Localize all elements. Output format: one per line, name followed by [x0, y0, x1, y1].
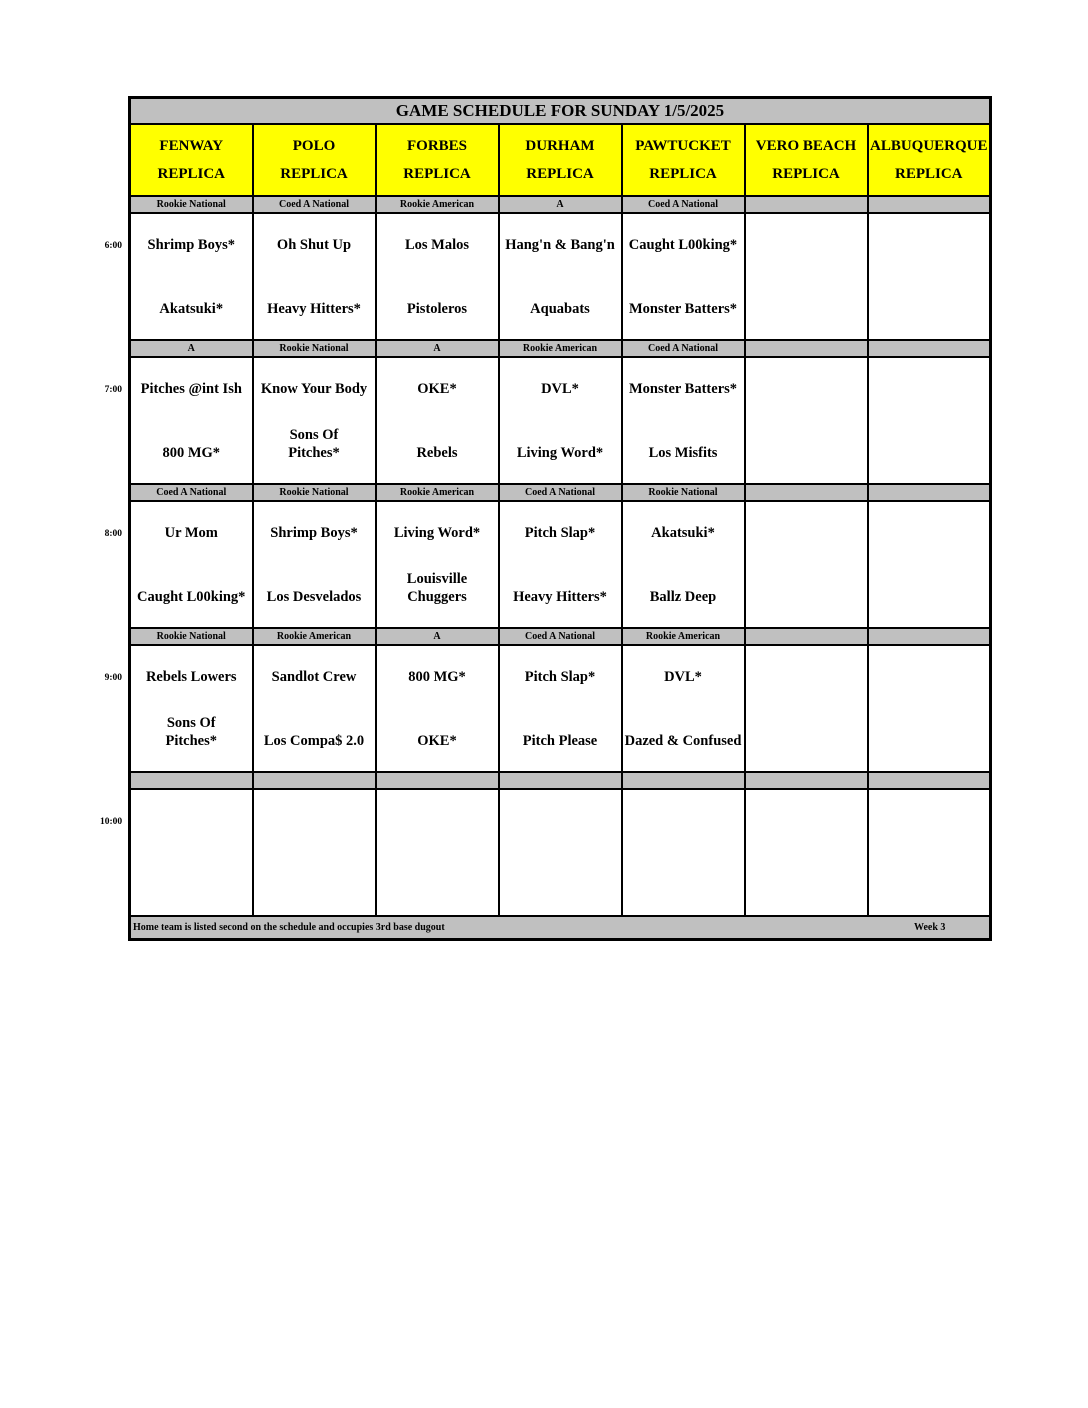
- field-sub: REPLICA: [403, 166, 471, 182]
- home-team: 800 MG*: [162, 445, 221, 461]
- division-cell: [253, 772, 376, 789]
- game-cell: [745, 213, 868, 340]
- field-header: [622, 124, 745, 196]
- game-cell: [499, 501, 622, 628]
- game-cell: [622, 501, 745, 628]
- schedule-table: [128, 96, 992, 941]
- game-row: [130, 789, 991, 916]
- away-team: DVL*: [664, 669, 702, 685]
- home-team: Monster Batters*: [628, 301, 738, 317]
- division-cell: [622, 772, 745, 789]
- division-cell: Rookie American: [376, 484, 499, 501]
- division-cell: [130, 772, 253, 789]
- division-cell: [745, 340, 868, 357]
- division-cell: Rookie National: [622, 484, 745, 501]
- field-sub: REPLICA: [280, 166, 348, 182]
- footer-note: Home team is listed second on the schedule and occupies 3rd base dugout: [133, 922, 445, 933]
- game-cell: [253, 645, 376, 772]
- division-cell: [868, 196, 991, 213]
- away-team: Sandlot Crew: [271, 669, 357, 685]
- field-name: VERO BEACH: [755, 138, 857, 154]
- division-cell: [745, 484, 868, 501]
- away-team: Monster Batters*: [628, 381, 738, 397]
- game-cell: [868, 213, 991, 340]
- game-cell: [868, 501, 991, 628]
- division-cell: [745, 196, 868, 213]
- division-cell: Rookie American: [253, 628, 376, 645]
- division-cell: Coed A National: [130, 484, 253, 501]
- game-cell: [130, 645, 253, 772]
- field-sub: REPLICA: [772, 166, 840, 182]
- game-cell: [499, 789, 622, 916]
- field-name: PAWTUCKET: [635, 138, 731, 154]
- game-cell: [376, 501, 499, 628]
- home-team: Louisville Chuggers: [406, 571, 468, 605]
- time-label: 8:00: [104, 529, 122, 539]
- footer-cell: [130, 916, 991, 940]
- away-team: Oh Shut Up: [276, 237, 352, 253]
- home-team: Rebels: [416, 445, 458, 461]
- division-cell: [868, 628, 991, 645]
- week-label: Week 3: [914, 922, 946, 933]
- field-name: FORBES: [406, 138, 467, 154]
- division-row: [130, 484, 991, 501]
- division-row: [130, 196, 991, 213]
- game-cell: [868, 789, 991, 916]
- division-cell: [499, 772, 622, 789]
- away-team: Shrimp Boys*: [270, 525, 358, 541]
- field-sub: REPLICA: [649, 166, 717, 182]
- home-team: Pitch Please: [522, 733, 598, 749]
- game-cell: [253, 789, 376, 916]
- away-team: Rebels Lowers: [145, 669, 237, 685]
- game-cell: [622, 213, 745, 340]
- field-header: [868, 124, 991, 196]
- division-cell: Coed A National: [622, 196, 745, 213]
- division-cell: A: [376, 340, 499, 357]
- home-team: Heavy Hitters*: [513, 589, 607, 605]
- home-team: Akatsuki*: [159, 301, 224, 317]
- home-team: Aquabats: [530, 301, 590, 317]
- game-row: [130, 213, 991, 340]
- division-cell: Rookie American: [499, 340, 622, 357]
- division-cell: [868, 484, 991, 501]
- field-header: [376, 124, 499, 196]
- away-team: 800 MG*: [408, 669, 466, 685]
- away-team: Hang'n & Bang'n: [505, 237, 615, 253]
- game-cell: [253, 357, 376, 484]
- division-cell: [868, 340, 991, 357]
- field-name: ALBUQUERQUE: [869, 138, 988, 154]
- away-team: Pitches @int Ish: [140, 381, 242, 397]
- game-cell: [130, 213, 253, 340]
- game-row: [130, 357, 991, 484]
- home-team: OKE*: [417, 733, 457, 749]
- field-header: [253, 124, 376, 196]
- game-cell: [130, 501, 253, 628]
- field-name: FENWAY: [159, 138, 224, 154]
- division-cell: A: [376, 628, 499, 645]
- away-team: DVL*: [541, 381, 579, 397]
- away-team: Caught L00king*: [628, 237, 738, 253]
- division-row: [130, 772, 991, 789]
- game-cell: [376, 357, 499, 484]
- game-cell: [499, 357, 622, 484]
- game-cell: [499, 645, 622, 772]
- game-cell: [745, 357, 868, 484]
- field-header-row: [130, 124, 991, 196]
- field-name: DURHAM: [525, 138, 595, 154]
- game-cell: [130, 357, 253, 484]
- division-row: [130, 628, 991, 645]
- game-cell: [745, 501, 868, 628]
- division-cell: Coed A National: [622, 340, 745, 357]
- time-label: 7:00: [104, 385, 122, 395]
- division-cell: Coed A National: [253, 196, 376, 213]
- division-cell: [745, 628, 868, 645]
- field-sub: REPLICA: [526, 166, 594, 182]
- home-team: Dazed & Confused: [624, 733, 742, 749]
- game-cell: [868, 357, 991, 484]
- division-cell: Rookie National: [253, 484, 376, 501]
- game-cell: [376, 789, 499, 916]
- game-row: [130, 501, 991, 628]
- division-cell: Rookie National: [130, 628, 253, 645]
- home-team: Caught L00king*: [137, 589, 246, 605]
- away-team: Ur Mom: [164, 525, 218, 541]
- division-cell: [868, 772, 991, 789]
- division-cell: [376, 772, 499, 789]
- away-team: Los Malos: [404, 237, 470, 253]
- game-cell: [745, 789, 868, 916]
- field-name: POLO: [292, 138, 336, 154]
- field-sub: REPLICA: [157, 166, 225, 182]
- field-header: [745, 124, 868, 196]
- time-label: 6:00: [104, 241, 122, 251]
- away-team: Shrimp Boys*: [147, 237, 235, 253]
- division-row: [130, 340, 991, 357]
- home-team: Sons Of Pitches*: [165, 715, 218, 749]
- schedule-title: GAME SCHEDULE FOR SUNDAY 1/5/2025: [130, 98, 991, 125]
- home-team: Los Compa$ 2.0: [263, 733, 365, 749]
- away-team: OKE*: [417, 381, 457, 397]
- away-team: Akatsuki*: [651, 525, 715, 541]
- game-cell: [622, 645, 745, 772]
- home-team: Los Misfits: [648, 445, 718, 461]
- game-row: [130, 645, 991, 772]
- home-team: Sons Of Pitches*: [288, 427, 340, 461]
- division-cell: Rookie American: [376, 196, 499, 213]
- field-sub: REPLICA: [894, 166, 963, 182]
- division-cell: Coed A National: [499, 484, 622, 501]
- home-team: Heavy Hitters*: [267, 301, 361, 317]
- division-cell: Rookie National: [253, 340, 376, 357]
- game-cell: [499, 213, 622, 340]
- division-cell: Coed A National: [499, 628, 622, 645]
- game-cell: [253, 501, 376, 628]
- time-label: 9:00: [104, 673, 122, 683]
- field-header: [130, 124, 253, 196]
- away-team: Pitch Slap*: [524, 669, 596, 685]
- home-team: Living Word*: [516, 445, 604, 461]
- game-cell: [253, 213, 376, 340]
- away-team: Living Word*: [393, 525, 481, 541]
- division-cell: A: [499, 196, 622, 213]
- home-team: Pistoleros: [406, 301, 468, 317]
- title-row: [130, 98, 991, 125]
- time-label: 10:00: [100, 817, 123, 827]
- away-team: Pitch Slap*: [524, 525, 596, 541]
- game-cell: [868, 645, 991, 772]
- division-cell: Rookie American: [622, 628, 745, 645]
- field-header: [499, 124, 622, 196]
- game-cell: [622, 789, 745, 916]
- footer-row: [130, 916, 991, 940]
- away-team: Know Your Body: [260, 381, 368, 397]
- game-cell: [622, 357, 745, 484]
- game-cell: [130, 789, 253, 916]
- game-cell: [745, 645, 868, 772]
- home-team: Los Desvelados: [266, 589, 362, 605]
- home-team: Ballz Deep: [649, 589, 717, 605]
- game-cell: [376, 645, 499, 772]
- division-cell: [745, 772, 868, 789]
- division-cell: Rookie National: [130, 196, 253, 213]
- game-cell: [376, 213, 499, 340]
- division-cell: A: [130, 340, 253, 357]
